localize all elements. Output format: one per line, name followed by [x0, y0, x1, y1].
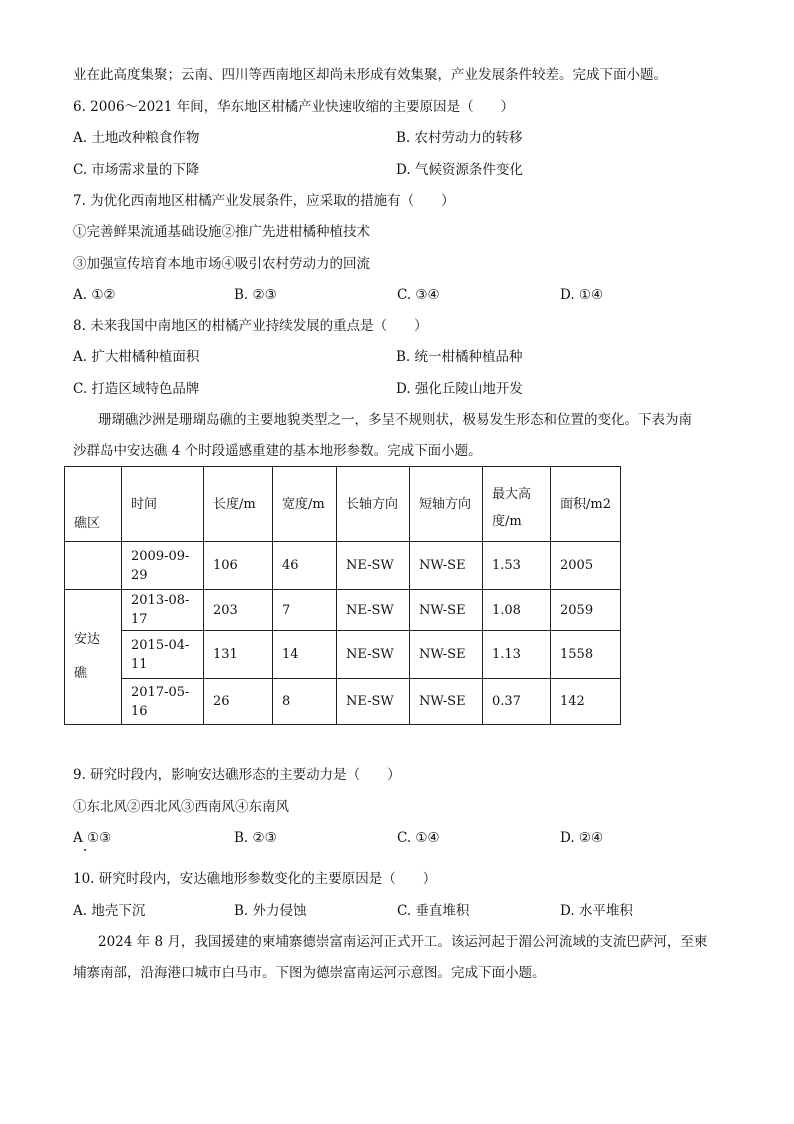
question-7-options-line-2: ③加强宣传培育本地市场④吸引农村劳动力的回流	[73, 256, 370, 272]
table-cell: NE-SW	[337, 542, 410, 590]
question-6-option-c: C. 市场需求量的下降	[73, 162, 200, 178]
table-cell: 8	[273, 679, 337, 725]
table-cell: 1.13	[483, 631, 551, 679]
question-10-option-a: A. 地壳下沉	[73, 903, 146, 919]
table-header-max-height: 最大高 度/m	[483, 467, 551, 542]
table-cell: 26	[204, 679, 273, 725]
passage-canal-line-2: 埔寨南部，沿海港口城市白马市。下图为德崇富南运河示意图。完成下面小题。	[73, 965, 546, 981]
question-8-option-a: A. 扩大柑橘种植面积	[73, 349, 200, 365]
table-cell: NE-SW	[337, 631, 410, 679]
question-6-option-d: D. 气候资源条件变化	[396, 162, 523, 178]
question-10-option-c: C. 垂直堆积	[397, 903, 470, 919]
table-cell: 14	[273, 631, 337, 679]
question-7-stem: 7. 为优化西南地区柑橘产业发展条件，应采取的措施有（ ）	[73, 193, 455, 209]
table-cell: 1.53	[483, 542, 551, 590]
table-row	[65, 542, 621, 590]
question-7-option-c: C. ③④	[397, 287, 440, 303]
table-cell: 2009-09-29	[122, 542, 204, 590]
question-10-option-b: B. 外力侵蚀	[234, 903, 307, 919]
table-cell: 106	[204, 542, 273, 590]
table-header-time: 时间	[122, 467, 204, 542]
passage-coral-line-1: 珊瑚礁沙洲是珊瑚岛礁的主要地貌类型之一，多呈不规则状，极易发生形态和位置的变化。下表为南	[98, 412, 692, 428]
table-cell: 2005	[551, 542, 621, 590]
table-header-long-axis: 长轴方向	[337, 467, 410, 542]
intro-line: 业在此高度集聚；云南、四川等西南地区却尚未形成有效集聚，产业发展条件较差。完成下面小题。	[73, 67, 667, 83]
question-8-stem: 8. 未来我国中南地区的柑橘产业持续发展的重点是（ ）	[73, 318, 428, 334]
table-header-short-axis: 短轴方向	[410, 467, 483, 542]
table-header-length: 长度/m	[204, 467, 273, 542]
table-header-width: 宽度/m	[273, 467, 337, 542]
passage-canal-line-1: 2024 年 8 月，我国援建的柬埔寨德崇富南运河正式开工。该运河起于湄公河流域的支流巴萨河，至柬	[98, 934, 708, 950]
stray-dot-mark	[84, 849, 86, 851]
table-row	[65, 679, 621, 725]
table-row	[65, 590, 621, 631]
table-header-region: 礁区	[65, 467, 122, 542]
table-cell: 2015-04-11	[122, 631, 204, 679]
table-cell: 0.37	[483, 679, 551, 725]
question-7-option-d: D. ①④	[560, 287, 604, 303]
question-7-options-line-1: ①完善鲜果流通基础设施②推广先进柑橘种植技术	[73, 224, 370, 240]
question-9-option-a: A ①③	[73, 830, 112, 846]
question-6-option-a: A. 土地改种粮食作物	[73, 130, 200, 146]
table-row	[65, 631, 621, 679]
table-cell: NW-SE	[410, 679, 483, 725]
table-cell: 7	[273, 590, 337, 631]
passage-coral-line-2: 沙群岛中安达礁 4 个时段遥感重建的基本地形参数。完成下面小题。	[73, 443, 482, 459]
question-7-option-a: A. ①②	[73, 287, 116, 303]
question-6-stem: 6. 2006～2021 年间，华东地区柑橘产业快速收缩的主要原因是（ ）	[73, 99, 515, 115]
table-cell: 1558	[551, 631, 621, 679]
table-cell: 131	[204, 631, 273, 679]
table-cell: NE-SW	[337, 679, 410, 725]
table-header-area: 面积/m2	[551, 467, 621, 542]
question-9-stem: 9. 研究时段内，影响安达礁形态的主要动力是（ ）	[73, 767, 401, 783]
table-cell: NE-SW	[337, 590, 410, 631]
table-cell: NW-SE	[410, 590, 483, 631]
table-cell: 142	[551, 679, 621, 725]
terrain-parameter-table	[64, 466, 621, 725]
question-10-option-d: D. 水平堆积	[560, 903, 633, 919]
table-cell: 2017-05-16	[122, 679, 204, 725]
table-cell: 2013-08-17	[122, 590, 204, 631]
question-8-option-c: C. 打造区域特色品牌	[73, 381, 200, 397]
table-cell: 2059	[551, 590, 621, 631]
question-9-option-d: D. ②④	[560, 830, 604, 846]
question-7-option-b: B. ②③	[234, 287, 277, 303]
question-10-stem: 10. 研究时段内，安达礁地形参数变化的主要原因是（ ）	[73, 871, 437, 887]
table-cell: NW-SE	[410, 631, 483, 679]
question-6-option-b: B. 农村劳动力的转移	[396, 130, 523, 146]
question-9-option-c: C. ①④	[397, 830, 440, 846]
question-9-options-line: ①东北风②西北风③西南风④东南风	[73, 799, 289, 815]
question-9-option-b: B. ②③	[234, 830, 277, 846]
table-cell: 203	[204, 590, 273, 631]
table-cell	[65, 542, 122, 590]
question-8-option-b: B. 统一柑橘种植品种	[396, 349, 523, 365]
table-cell: NW-SE	[410, 542, 483, 590]
table-cell: 46	[273, 542, 337, 590]
question-8-option-d: D. 强化丘陵山地开发	[396, 381, 523, 397]
table-header-row	[65, 467, 621, 542]
table-region-cell: 安达 礁	[65, 590, 122, 725]
table-cell: 1.08	[483, 590, 551, 631]
